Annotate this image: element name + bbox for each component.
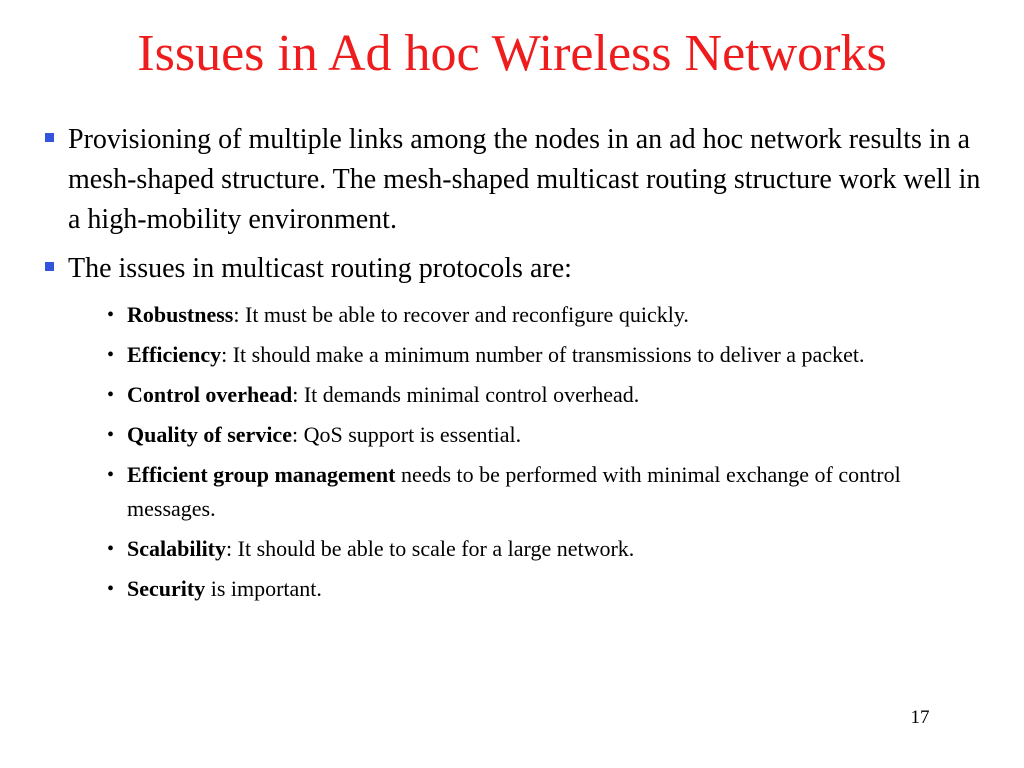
sub-item-desc: is important.: [205, 576, 322, 601]
page-number: 17: [910, 707, 930, 728]
round-bullet-icon: •: [107, 464, 115, 486]
sub-item-desc: : QoS support is essential.: [291, 422, 522, 447]
bullet-issues-intro: [44, 249, 994, 289]
sub-item-desc: : It should make a minimum number of transmissions to deliver a packet.: [221, 342, 865, 367]
bullet-text: Provisioning of multiple links among the nodes in an ad hoc network results in a mesh-shaped structure. The mesh-shaped multicast routing structure work well in a high-mobility environment.: [68, 124, 981, 235]
sub-item-term: Security: [127, 576, 206, 601]
round-bullet-icon: •: [107, 578, 115, 600]
sub-item-scalability: [107, 532, 994, 566]
sub-item-term: Robustness: [127, 302, 234, 327]
sub-item-term: Quality of service: [127, 422, 292, 447]
round-bullet-icon: •: [107, 424, 115, 446]
sub-item-quality-of-service: [107, 418, 994, 452]
sub-item-term: Scalability: [127, 536, 227, 561]
sub-item-robustness: [107, 298, 994, 332]
bullet-text: The issues in multicast routing protocols are:: [68, 253, 572, 284]
round-bullet-icon: •: [107, 344, 115, 366]
sub-item-desc: needs to be performed with minimal exchange of control messages.: [127, 462, 901, 521]
sub-item-term: Efficient group management: [127, 462, 396, 487]
sub-item-desc: : It should be able to scale for a large network.: [226, 536, 635, 561]
round-bullet-icon: •: [107, 384, 115, 406]
square-bullet-icon: [45, 262, 54, 271]
slide-body: [44, 120, 994, 612]
sub-item-group-management: [107, 458, 994, 526]
bullet-provisioning: [44, 120, 994, 240]
sub-item-term: Control overhead: [127, 382, 293, 407]
square-bullet-icon: [45, 133, 54, 142]
sub-item-control-overhead: [107, 378, 994, 412]
round-bullet-icon: •: [107, 538, 115, 560]
sub-item-security: [107, 572, 994, 606]
sub-item-desc: : It demands minimal control overhead.: [292, 382, 640, 407]
slide-title: Issues in Ad hoc Wireless Networks: [137, 25, 887, 82]
round-bullet-icon: •: [107, 304, 115, 326]
sub-item-term: Efficiency: [127, 342, 222, 367]
sub-item-desc: : It must be able to recover and reconfigure quickly.: [233, 302, 689, 327]
sub-item-efficiency: [107, 338, 994, 372]
